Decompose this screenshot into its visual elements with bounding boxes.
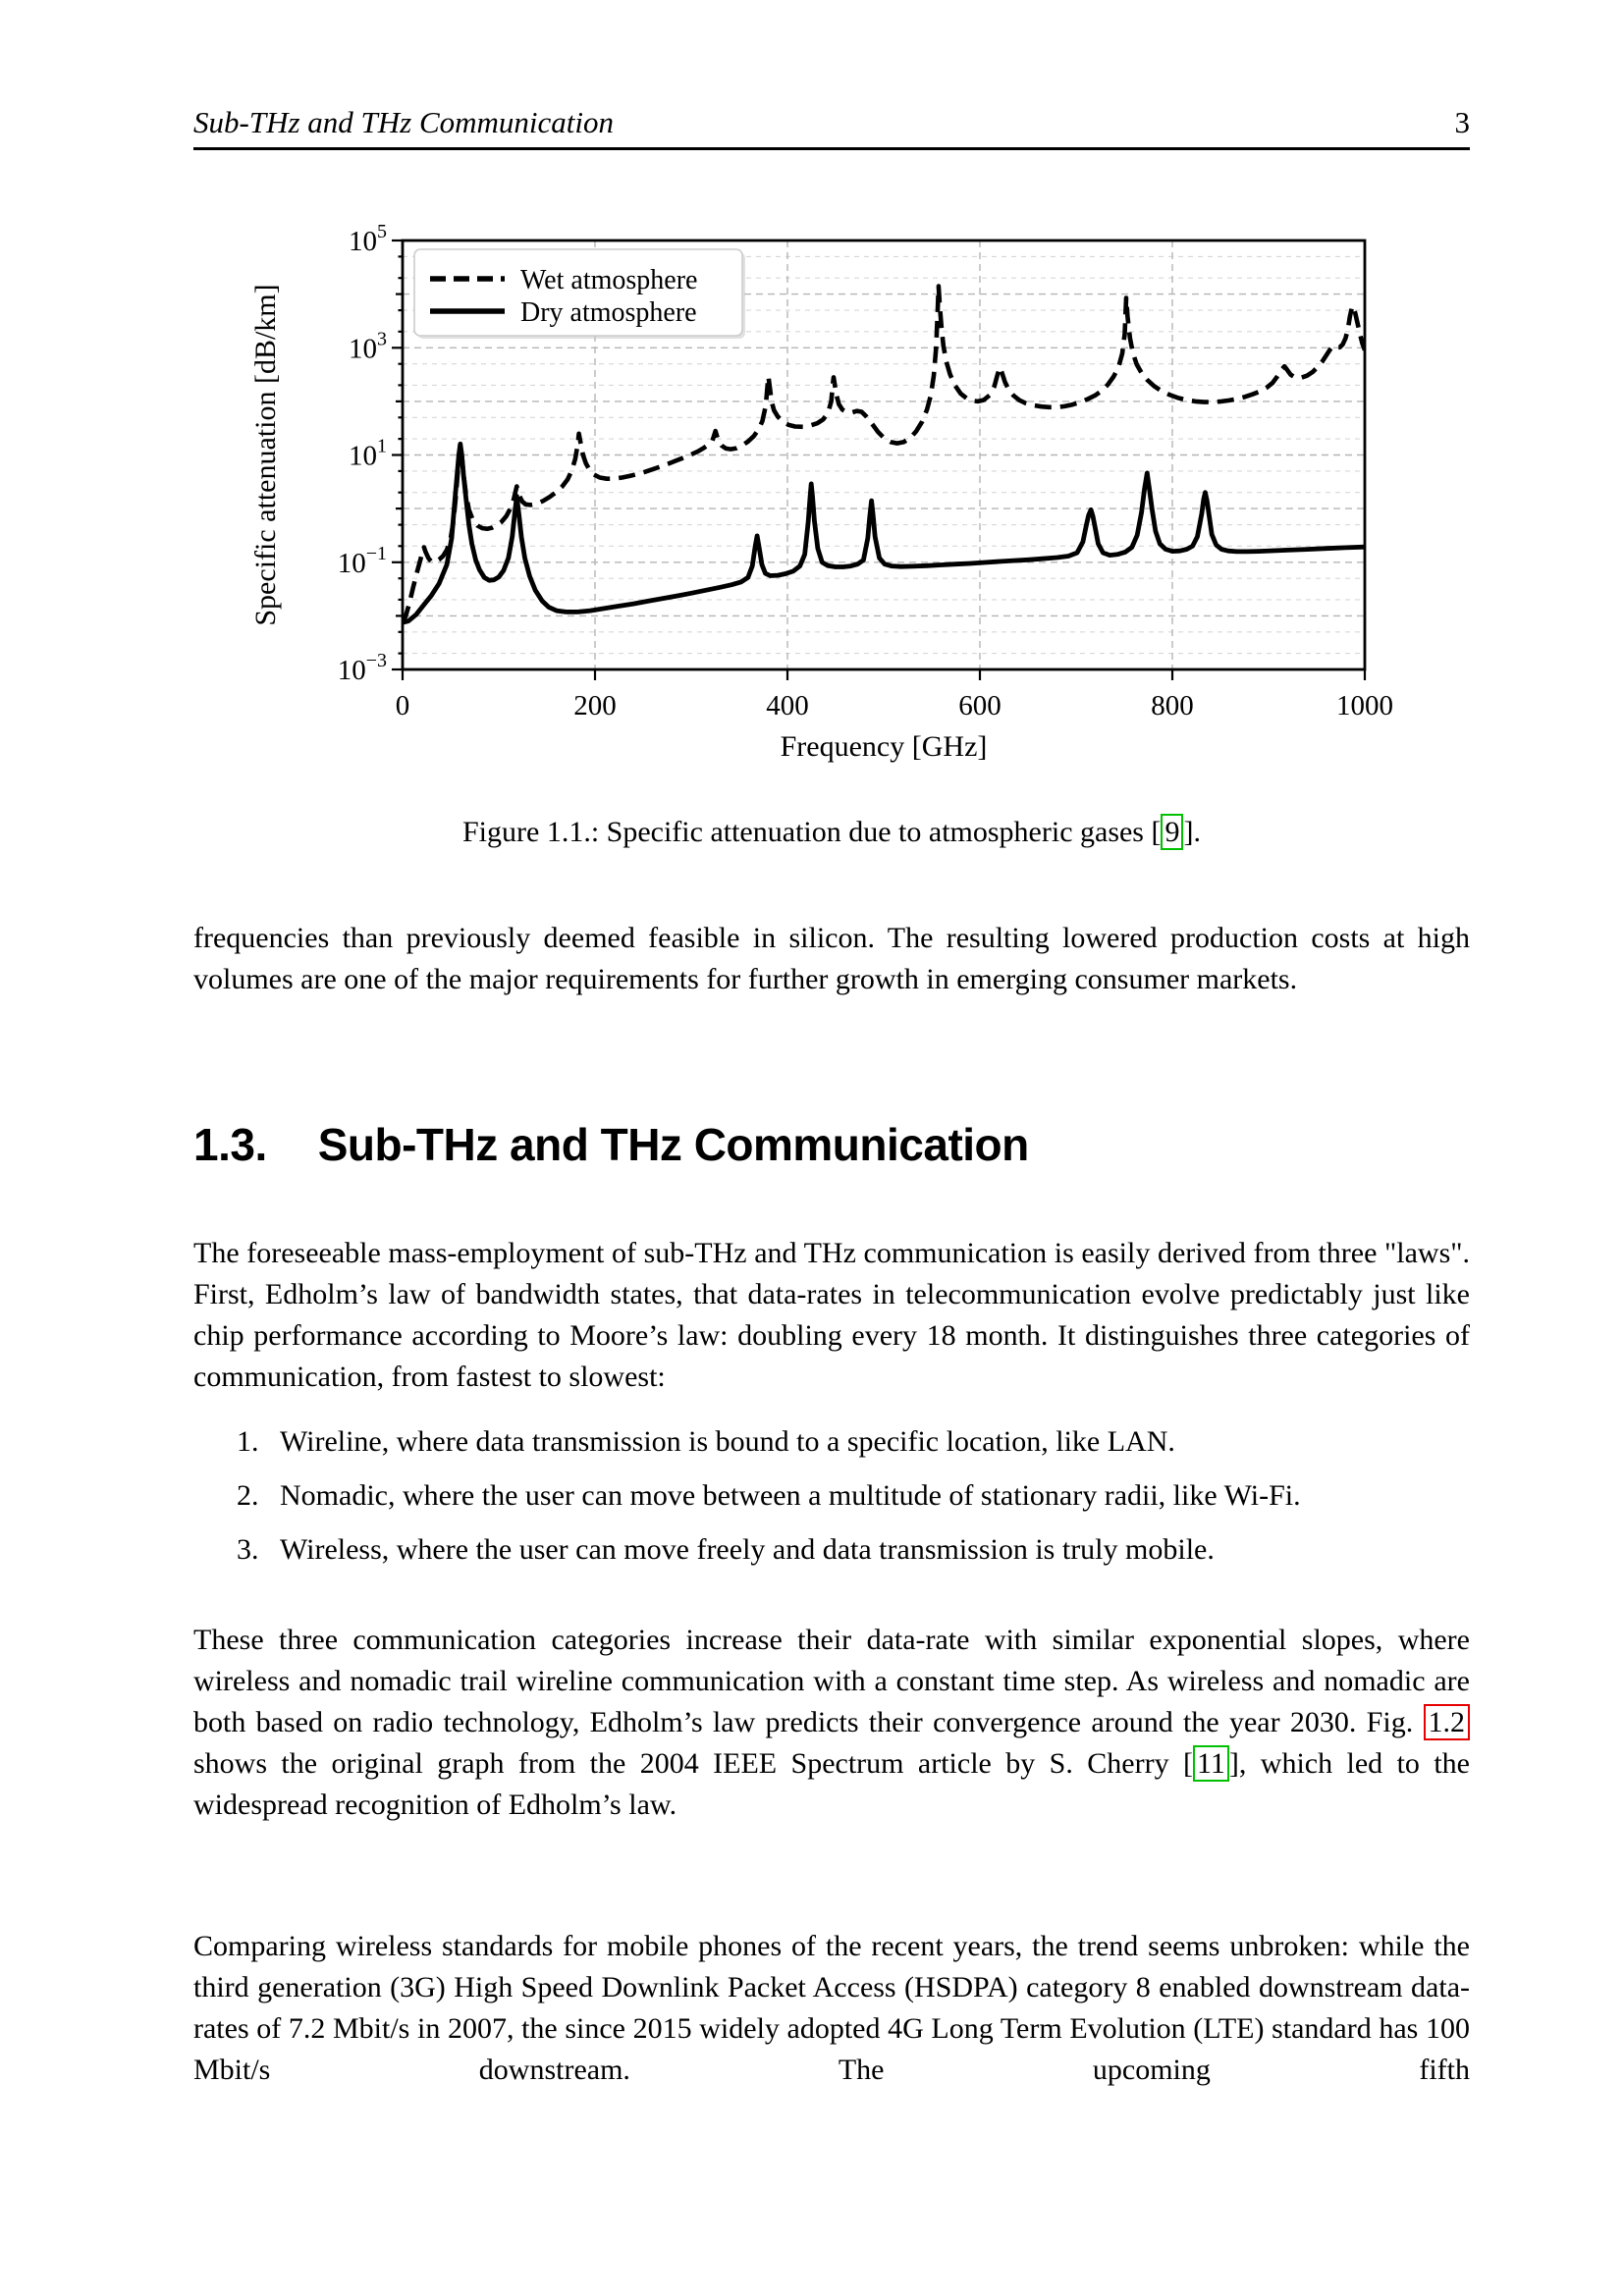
list-item [193,1529,1470,1571]
list-item [193,1421,1470,1463]
y-tick-label: $10^{-1}$ [337,542,387,579]
citation-bracket: [ [1151,816,1162,848]
paragraph-text: shows the original graph from the 2004 IEEE Spectrum article by S. Cherry [193,1747,1183,1780]
running-header [193,106,1470,139]
list-item-number: 1. [237,1425,259,1458]
x-axis-label: Frequency [GHz] [780,730,988,763]
x-tick-label: 800 [1151,690,1194,721]
paragraph-edholms-law: The foreseeable mass-employment of sub-THz and THz communication is easily derived from three "laws". First, Edholm’s law of bandwidth states, that data-rates in telecommunication evolve predictably just like chip performance according to Moore’s law: doubling every 18 month. It distinguishes three categories of communication, from fastest to slowest: [193,1237,1470,1393]
legend-label: Wet atmosphere [520,265,698,295]
page-number: 3 [1454,105,1470,139]
figure-caption [193,813,1470,852]
communication-categories-list [193,1421,1470,1583]
figure-caption-period: . [1193,816,1201,848]
y-tick-label: $10^5$ [349,221,387,257]
x-tick-label: 600 [958,690,1001,721]
citation-bracket: [ [1183,1747,1193,1780]
paragraph-convergence [193,1620,1470,1826]
citation-link-11[interactable]: 11 [1193,1745,1229,1782]
list-item-number: 3. [237,1533,259,1566]
y-tick-label: $10^3$ [349,328,387,365]
paragraph-text: These three communication categories increase their data-rate with similar exponential slopes, where wireless and nomadic trail wireline communication with a constant time step. As wireless and nomadic are both based on radio technology, Edholm’s law predicts their convergence around the year 2030. Fig. [193,1624,1470,1738]
y-tick-label: $10^1$ [349,435,387,472]
citation-link-9[interactable]: 9 [1161,814,1183,850]
y-axis-label: Specific attenuation [dB/km] [249,284,282,626]
list-item-text: Wireline, where data transmission is bound to a specific location, like LAN. [280,1425,1175,1458]
y-tick-label: $10^{-3}$ [337,650,387,686]
section-heading [193,1117,1470,1172]
paragraph-wireless-standards: Comparing wireless standards for mobile phones of the recent years, the trend seems unbroken: while the third generation (3G) High Speed Downlink Packet Access (HSDPA) category 8 enabled downstream data-rates of 7.2 Mbit/s in 2007, the since 2015 widely adopted 4G Long Term Evolution (LTE) standard has 100 Mbit/s downstream. The upcoming fifth [193,1930,1470,2086]
x-tick-label: 1000 [1336,690,1393,721]
section-title: Sub-THz and THz Communication [317,1119,1029,1170]
list-item [193,1475,1470,1517]
list-item-text: Nomadic, where the user can move between a multitude of stationary radii, like Wi-Fi. [280,1479,1301,1512]
x-tick-label: 400 [766,690,809,721]
paragraph-production-costs: frequencies than previously deemed feasible in silicon. The resulting lowered production costs at high volumes are one of the major requirements for further growth in emerging consumer markets. [193,922,1470,995]
header-rule [193,147,1470,150]
attenuation-chart [245,187,1394,800]
running-header-title: Sub-THz and THz Communication [193,105,615,139]
citation-bracket: ] [1228,1747,1239,1780]
figure-ref-link-1-2[interactable]: 1.2 [1424,1704,1471,1740]
x-tick-label: 200 [573,690,617,721]
section-number: 1.3. [193,1119,267,1170]
list-item-number: 2. [237,1479,259,1512]
legend-label: Dry atmosphere [520,297,697,328]
citation-bracket: ] [1183,816,1194,848]
figure-caption-text: Figure 1.1.: Specific attenuation due to atmospheric gases [462,816,1152,848]
x-tick-label: 0 [395,690,410,721]
list-item-text: Wireless, where the user can move freely and data transmission is truly mobile. [280,1533,1215,1566]
paragraph-text: , which led to the widespread recognition of Edholm’s law. [193,1747,1470,1821]
